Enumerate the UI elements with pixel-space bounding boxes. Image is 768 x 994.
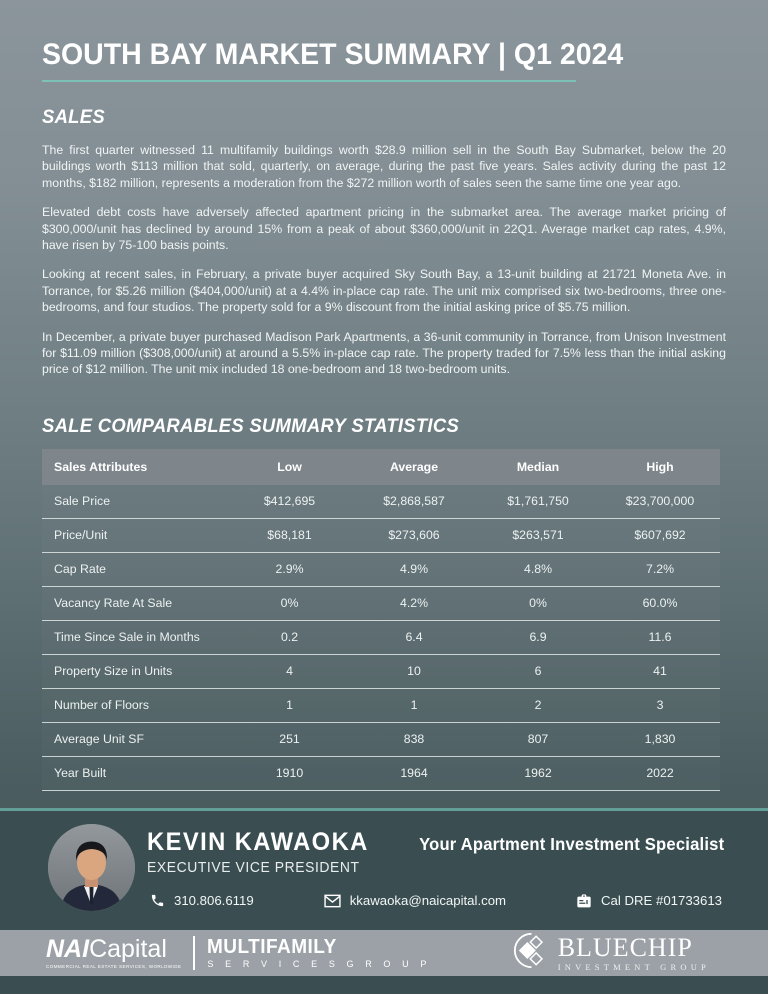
brand-logo-bar (0, 930, 768, 976)
cell-high: $23,700,000 (625, 494, 695, 509)
sales-paragraph: In December, a private buyer purchased Madison Park Apartments, a 36-unit community in Torrance, from Unison Investment for $11.09 million ($308,000/unit) at around a 5.5% in-place cap rate. The property traded for 7.5% less than the initial asking price of $12 million. The unit mix included 18 one-bedroom and 18 two-bedroom units. (42, 329, 726, 377)
row-label: Time Since Sale in Months (54, 630, 200, 645)
table-row (42, 723, 720, 757)
row-label: Number of Floors (54, 698, 149, 713)
agent-portrait-illustration (48, 824, 135, 911)
cell-low: $412,695 (263, 494, 316, 509)
nai-capital-name (46, 934, 181, 963)
row-label: Property Size in Units (54, 664, 173, 679)
agent-name: KEVIN KAWAOKA (147, 828, 369, 856)
column-header-low: Low (277, 459, 302, 474)
cell-high: 11.6 (648, 630, 672, 645)
table-row (42, 485, 720, 519)
nai-capital-wordmark (46, 934, 182, 970)
phone-icon (150, 893, 165, 908)
sales-heading: SALES (42, 107, 105, 128)
cell-median: $1,761,750 (507, 494, 569, 509)
phone-contact[interactable] (150, 893, 254, 908)
diamond-crescent-icon (513, 932, 550, 974)
sales-paragraph: Looking at recent sales, in February, a private buyer acquired Sky South Bay, a 13-unit building at 21721 Moneta Ave. in Torrance, for $5.26 million ($404,000/unit) at a 4.4% in-place cap rate. The unit mix comprised six two-bedrooms, three one-bedrooms, and four studios. The property sold for a 9% discount from the initial asking price of $5.75 million. (42, 267, 726, 315)
cell-median: 807 (527, 732, 549, 747)
bluechip-logo (513, 932, 722, 974)
table-row (42, 621, 720, 655)
cell-high: 3 (656, 698, 664, 713)
agent-identity (147, 828, 380, 876)
table-row (42, 655, 720, 689)
column-header-attributes: Sales Attributes (54, 459, 148, 474)
column-header-median: Median (516, 459, 560, 474)
bluechip-name: BLUECHIP (557, 932, 693, 962)
cell-low: 251 (279, 732, 300, 747)
license-number: Cal DRE #01733613 (601, 893, 722, 908)
comparables-section (42, 416, 726, 791)
contact-row (150, 893, 722, 908)
tagline: Your Apartment Investment Specialist (418, 834, 724, 854)
cell-median: 0% (529, 596, 547, 611)
bluechip-wordmark (557, 932, 710, 972)
table-row (42, 757, 720, 791)
column-header-high: High (646, 459, 674, 474)
title-underline (42, 80, 576, 82)
comparables-heading: SALE COMPARABLES SUMMARY STATISTICS (42, 415, 460, 437)
nai-bold-part: NAI (46, 934, 90, 963)
agent-job-title: EXECUTIVE VICE PRESIDENT (147, 860, 360, 876)
sales-paragraph: The first quarter witnessed 11 multifamily buildings worth $28.9 million sell in the South Bay Submarket, below the 20 buildings worth $113 million that sold, quarterly, on average, during the past five years. Sales activity during the past 12 months, $182 million, represents a moderation from the $272 million worth of sales seen the same time one year ago. (42, 143, 726, 190)
cell-median: 6 (534, 664, 542, 679)
row-label: Price/Unit (54, 528, 108, 543)
cell-median: 2 (534, 698, 542, 713)
cell-average: 838 (403, 732, 425, 747)
nai-subtitle: COMMERCIAL REAL ESTATE SERVICES, WORLDWIDE (46, 963, 182, 969)
id-card-icon (576, 894, 592, 908)
table-header-row (42, 449, 720, 485)
cell-average: 1 (410, 698, 418, 713)
cell-low: 2.9% (275, 562, 304, 577)
table-row (42, 519, 720, 553)
table-row (42, 553, 720, 587)
cell-low: 1910 (275, 766, 304, 781)
row-label: Vacancy Rate At Sale (54, 596, 173, 611)
cell-average: 4.9% (399, 562, 429, 577)
cell-median: 4.8% (523, 562, 553, 577)
envelope-icon (324, 894, 341, 908)
cell-high: 41 (653, 664, 667, 679)
cell-low: 1 (286, 698, 293, 713)
cell-high: 60.0% (642, 596, 678, 611)
row-label: Year Built (54, 766, 107, 781)
cell-high: 2022 (646, 766, 674, 781)
phone-number: 310.806.6119 (174, 893, 254, 908)
cell-high: $607,692 (634, 528, 686, 543)
license-contact (576, 893, 722, 908)
table-row (42, 689, 720, 723)
nai-capital-multifamily-logo (46, 936, 431, 970)
sales-paragraph: Elevated debt costs have adversely affected apartment pricing in the submarket area. The average market pricing of $300,000/unit has declined by around 15% from a peak of about $360,000/unit in 22Q1. Average market cap rates, 4.9%, have risen by 75-100 basis points. (42, 205, 726, 253)
cell-median: 6.9 (529, 630, 547, 645)
cell-average: $2,868,587 (383, 494, 445, 509)
row-label: Sale Price (54, 494, 111, 509)
cell-average: 10 (407, 664, 421, 679)
cell-high: 7.2% (645, 562, 675, 577)
cell-low: 0% (280, 596, 299, 611)
column-header-average: Average (389, 459, 439, 474)
cell-median: $263,571 (512, 528, 564, 543)
sales-section (42, 107, 726, 378)
cell-median: 1962 (524, 766, 552, 781)
row-label: Cap Rate (54, 562, 106, 577)
contact-footer (0, 808, 768, 994)
cell-average: 4.2% (399, 596, 429, 611)
logo-divider (193, 936, 195, 970)
email-contact[interactable] (324, 893, 506, 908)
cell-low: $68,181 (267, 528, 312, 543)
page-title (42, 38, 726, 82)
table-row (42, 587, 720, 621)
email-address: kkawaoka@naicapital.com (349, 893, 507, 908)
multifamily-name: MULTIFAMILY (207, 936, 338, 958)
row-label: Average Unit SF (54, 732, 144, 747)
cell-low: 4 (286, 664, 293, 679)
bluechip-subtitle: INVESTMENT GROUP (557, 961, 710, 972)
page-title-text: SOUTH BAY MARKET SUMMARY | Q1 2024 (42, 38, 624, 71)
cell-average: 1964 (400, 766, 428, 781)
multifamily-subtitle: S E R V I C E S G R O U P (207, 959, 431, 969)
multifamily-wordmark (207, 937, 431, 969)
cell-high: 1,830 (644, 732, 676, 747)
cell-low: 0.2 (280, 630, 299, 645)
comparables-table (42, 449, 720, 791)
cell-average: $273,606 (388, 528, 440, 543)
agent-photo (48, 824, 135, 911)
nai-rest-part: Capital (89, 934, 167, 963)
cell-average: 6.4 (405, 630, 423, 645)
